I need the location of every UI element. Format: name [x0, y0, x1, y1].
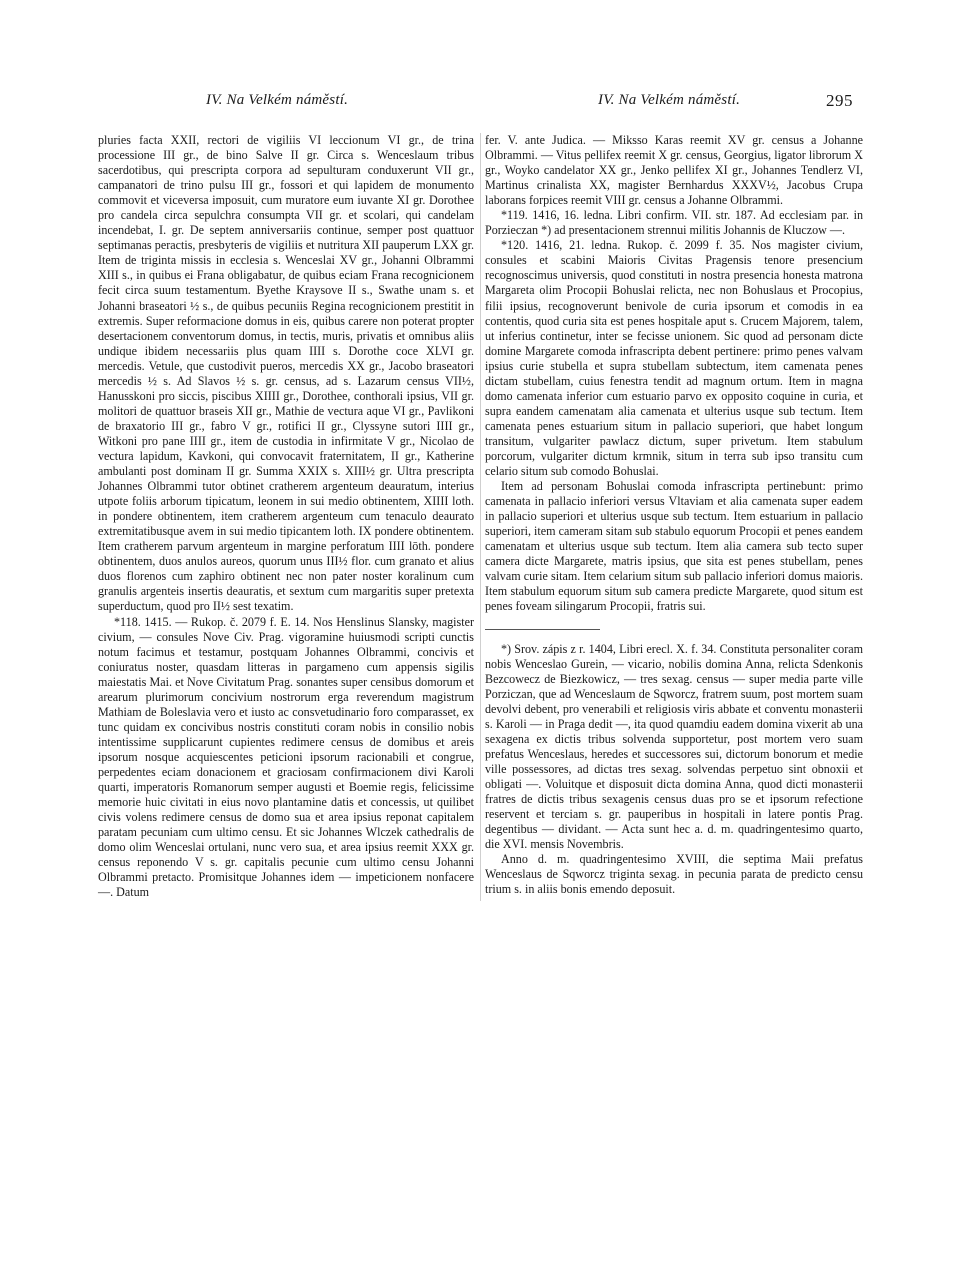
column-divider: [480, 133, 481, 901]
right-paragraph-2: *119. 1416, 16. ledna. Libri confirm. VII. str. 187. Ad ecclesiam par. in Porzieczan *) ad presentacionem strennui militis Johannis de Kluczow —.: [485, 208, 863, 238]
left-column: [98, 133, 474, 900]
page-number: 295: [826, 91, 853, 110]
right-paragraph-1: fer. V. ante Judica. — Miksso Karas reemit XV gr. census a Johanne Olbrammi. — Vitus pellifex reemit X gr. census, Georgius, ligator librorum X gr., Woyko candelator XX gr., Jenko pellifex XI gr., Johannes Tendlerz VI, Martinus crinalista XX, magister Bernhardus XXXV½, Jacobus Crupa laborans forpices reemit VIII gr. census a Johanne Olbrammi.: [485, 133, 863, 208]
right-column: [485, 133, 863, 897]
left-paragraph-1: pluries facta XXII, rectori de vigiliis VI leccionum VI gr., de trina processione III gr., de bino Salve II gr. Circa s. Wenceslaum tribus sacerdotibus, qui prescripta corpora ad sepulturam conduxerunt VII gr., campanatori de trino pulsu III gr., fossori et qui lapidem de monumento commovit et viceversa imposuit, cum muratore eum iuvante XI gr. Dorothee pro candela circa sepulchra consumpta VII gr. et scolari, qui candelam incendebat, I. gr. De septem anniversariis continue, semper post quattuor septimanas peractis, presbyteris de vigiliis et nutritura XII pauperum LXX gr. Item de triginta missis in ecclesia s. Wenceslai XV gr., Johanni Olbrammi XIII s., in quibus ei Frana obligabatur, de quibus eciam Frana recognicionem fecit circa suum testamentum. Byethe Kraysove II s., Swathe unam s. et Johanni braseatori ½ s., de quibus pecuniis Regina recognicionem prestitit in extremis. Super reformacione domus in eis, quibus carere non poterat propter desertacionem conventorum domus, in tectis, muris, privatis et omnibus aliis undique ibidem necessariis plus quam IIII s. Dorothe coce XLVI gr. mercedis. Vetule, que custodivit pueros, mercedis XX gr., Jacobo braseatori mercedis ½ s. Ad Slavos ½ s. gr. census, ad s. Lazarum census VII½, Hanusskoni pro siccis, piscibus XIIII gr., Dorothee, conthorali ipsius, VII gr. molitori de quattuor braseis XII gr., Mathie de vectura aque VI gr., Pavlikoni de braxatorio III gr., fabro V gr., rotifici II gr., Clyssyne sutori IIII gr., Witkoni pro pane IIII gr., item de custodia in infirmitate V gr., Nicolao de vectura lapidum, Kavkoni, qui convocavit fraternitatem, II gr., Katherine ambulanti post dominam II gr. Summa XXIX s. XIII½ gr. Ultra prescripta Johannes Olbrammi tutor obtinet cratherem argenteum deauratum, interius utpote foliis arborum tipicatum, leonem in sui medio obtinentem, XIIII loth. in pondere obtinentem, item cratherem argenteum cum tenaculo deaurato extremitatibusque avem in sui medio tipicantem loth. IX pondere obtinentem. Item cratherem parvum argenteum in margine perforatum IIII lōth. pondere obtinentem, duos anulos aureos, quorum unus III½ flor. cum granato et alius duos florenos cum zaphiro obtinent nec non pater noster koralinum cum granulis argenteis insertis deauratis, et sextum cum margaritis super pretexta superductum, quod pro II½ sest texatim.: [98, 133, 474, 614]
right-paragraph-3: *120. 1416, 21. ledna. Rukop. č. 2099 f. 35. Nos magister civium, consules et scabini Maioris Civitas Pragensis tenore presencium recognoscimus universis, quod constituti in nostra presencia honesta matrona Margareta olim Procopii Bohuslai relicta, nec non Bohuslaus et Procopius, filii ipsius, recognoverunt benivole de curia ipsorum et comodis in ea contentis, quod curia sita est penes hospitale aput s. Crucem Majorem, talem, ut inferius continetur, inter se fecisse unionem. Sic quod ad personam dicte domine Margarete comoda infrascripta debent pertinere: primo penes valvam ipsius curie stubella et supra stubellam subtectum, item camenata penes dictam stubellam, cuius fenestra tendit ad magnum ortum. Item in magna domo camenata inferior cum estuario parvo ex opposito coquine in curia, et supra eandem camenatam alia camenata et ulterius usque sub tectum. Item camenata penes estuarium situm in pallacio superiori, que habet longum transitum, vulgariter pawlacz dictum, super privetum. Item stabulum porcorum, vulgariter dictum krmnik, situm in terra sub ipso transitu cum celario situm sub comodo Bohuslai.: [485, 238, 863, 479]
running-head-left: IV. Na Velkém náměstí.: [206, 92, 349, 108]
footnote: *) Srov. zápis z r. 1404, Libri erecl. X. f. 34. Constituta personaliter coram nobis Wenceslao Gurein, — vicario, nobilis domina Anna, relicta Sdenkonis Bezcowecz de Biezkowicz, — tres sexag. census — super media parte ville Porziczan, que ad Wenceslaum de Sqworcz, fratrem suum, post mortem suam devolvi debent, pro venerabili et religiosis viris abbate et conventu monasterii s. Karoli — in Praga dedit —, ita quod quamdiu eadem domina vixerit ab una sexagena ex dictis tribus solvenda supportetur, post mortem vero suam prefatus Wenceslaus, heredes et successores sui, dictorum bonorum et medie ville possessores, ad dictas tres sexag. solvendas perpetuo sint obnoxii et obligati —. Voluitque et disposuit dicta domina Anna, quod dicti monasterii fratres de dictis tribus sexagenis census duas pro se et ipsorum refectione reservent et terciam s. gr. pauperibus in hospitali in latere pontis Prag. degentibus — dividant. — Acta sunt hec a. d. m. quadringentesimo quarto, die XVI. mensis Novembris.: [485, 641, 863, 852]
running-head-right: IV. Na Velkém náměstí.: [598, 92, 741, 108]
footnote-rule: [485, 629, 600, 630]
left-paragraph-2: *118. 1415. — Rukop. č. 2079 f. E. 14. Nos Henslinus Slansky, magister civium, — consules Nove Civ. Prag. vigoramine huiusmodi scripti cunctis notum facimus et testamur, postquam Johannes Olbrammi, concivis et coniuratus noster, quasdam litteras in pargameno cum appensis sigilis maiestatis Mai. et Nove Civitatum Prag. sonantes super censibus domorum et arearum plurimorum concivium nostrorum erga reverendum magistrum Mathiam de Boleslavia vero et iusto ac consvetudinario foro comparasset, ex tunc quidam ex concivibus nostris constituti coram nobis in consilio nobis intentissime supplicarunt cupientes redimere census de domibus et areis ipsorum nosque acquiescentes peticioni ipsorum racionabili et congrue, perpedentes eciam donacionem et graciosam confirmacionem divi Karoli quarti, imperatoris Romanorum semper augusti et Boemie regis, felicissime memorie huic civitati in eius novo plantamine datis et concessis, ut quilibet civis volens redimere census de domo sua et area ipsius reponat capitalem paratam pecuniam cum ultimo censu. Et sic Johannes Wlczek cathedralis de domo olim Wenceslai ortulani, nunc vero sua, et area ipsius reemit XXX gr. census reponendo V s. gr. capitalis pecunie cum ultimo censu Johanni Olbrammi pretacto. Promisitque Johannes idem — impeticionem nonfacere —. Datum: [98, 614, 474, 900]
right-paragraph-4: Item ad personam Bohuslai comoda infrascripta pertinebunt: primo camenata in pallacio inferiori versus Vltaviam et alia camenata super eadem in pallacio superiori et ulterius usque sub tectum. Item estuarium in pallacio superiori, item cameram sitam sub stabulo equorum Procopii et penes eandem camenatam et ulterius usque sub tectum. Item alia camera sub tecto super camera dicte Margarete, matris ipsius, que sita est penes stubellam, penes valvam curie sitam. Item celarium situm sub pallacio inferiori domus maioris. Item stabulum equorum situm sub camera predicte Margarete, quod situm est penes foveam silingarum Procopii, fratris sui.: [485, 479, 863, 614]
footnote-tail: Anno d. m. quadringentesimo XVIII, die septima Maii prefatus Wenceslaus de Sqworcz triginta sexag. in pecunia parata de predicto censu trium s. in aliis bonis emendo deposuit.: [485, 852, 863, 897]
